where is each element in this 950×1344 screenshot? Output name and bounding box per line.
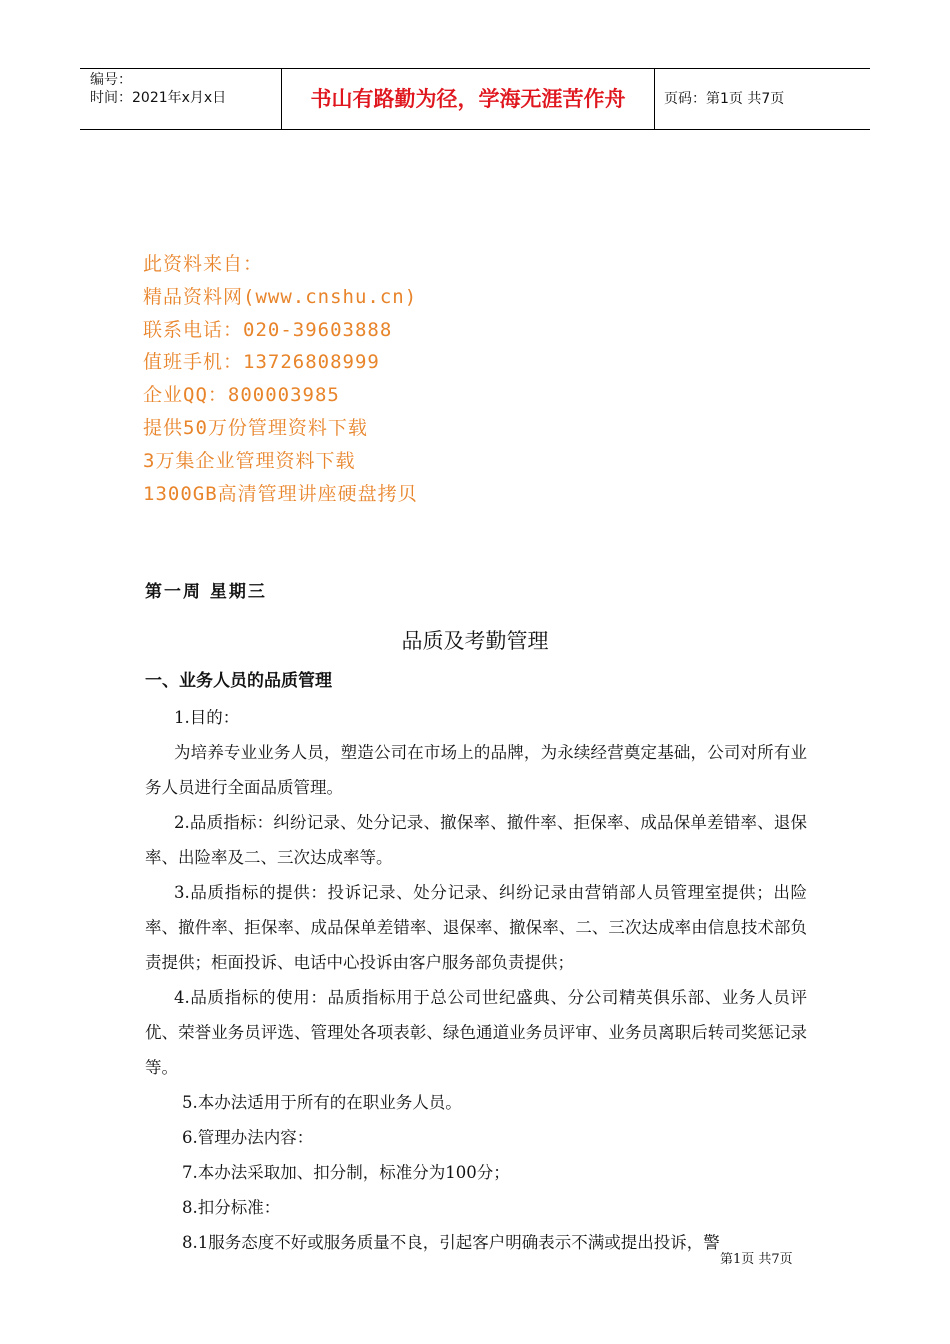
ad-line: 1300GB高清管理讲座硬盘拷贝	[143, 482, 418, 505]
ad-line: 精品资料网(www.cnshu.cn)	[143, 285, 418, 308]
paragraph: 8.1服务态度不好或服务质量不良，引起客户明确表示不满或提出投诉，警	[182, 1233, 720, 1252]
page-header	[80, 68, 870, 130]
time-label: 时间：2021年x月x日	[90, 90, 227, 106]
paragraph: 3.品质指标的提供：投诉记录、处分记录、纠纷记录由营销部人员管理室提供；出险率、撤件率、拒保率、成品保单差错率、退保率、撤保率、二、三次达成率由信息技术部负责提供；柜面投诉、电话中心投诉由客户服务部负责提供；	[145, 883, 807, 972]
number-label: 编号：	[90, 72, 132, 88]
header-motto: 书山有路勤为径，学海无涯苦作舟	[310, 87, 626, 111]
paragraph: 1.目的：	[174, 708, 240, 727]
paragraph: 为培养专业业务人员，塑造公司在市场上的品牌，为永续经营奠定基础，公司对所有业务人员进行全面品质管理。	[145, 743, 807, 797]
paragraph: 8.扣分标准：	[182, 1198, 281, 1217]
paragraph: 6.管理办法内容：	[182, 1128, 314, 1147]
paragraph: 7.本办法采取加、扣分制，标准分为100分；	[182, 1163, 510, 1182]
ad-line: 3万集企业管理资料下载	[143, 449, 356, 472]
week-heading: 第一周 星期三	[145, 582, 267, 602]
header-page-info: 页码：第1页 共7页	[664, 91, 785, 107]
ad-line: 此资料来自：	[143, 253, 264, 275]
header-divider	[654, 69, 655, 129]
paragraph: 5.本办法适用于所有的在职业务人员。	[182, 1093, 462, 1112]
page-footer: 第1页 共7页	[720, 1252, 793, 1267]
paragraph: 2.品质指标：纠纷记录、处分记录、撤保率、撤件率、拒保率、成品保单差错率、退保率、出险率及二、三次达成率等。	[145, 813, 807, 867]
paragraph: 4.品质指标的使用：品质指标用于总公司世纪盛典、分公司精英俱乐部、业务人员评优、荣誉业务员评选、管理处各项表彰、绿色通道业务员评审、业务员离职后转司奖惩记录等。	[145, 988, 807, 1077]
ad-block	[143, 248, 418, 510]
ad-line: 联系电话：020-39603888	[143, 318, 393, 341]
document-body	[145, 700, 807, 1260]
ad-line: 提供50万份管理资料下载	[143, 416, 368, 439]
ad-line: 企业QQ：800003985	[143, 384, 340, 407]
header-meta	[90, 71, 226, 107]
document-title: 品质及考勤管理	[401, 629, 549, 653]
ad-line: 值班手机：13726808999	[143, 351, 380, 374]
section-heading: 一、业务人员的品质管理	[145, 671, 332, 691]
